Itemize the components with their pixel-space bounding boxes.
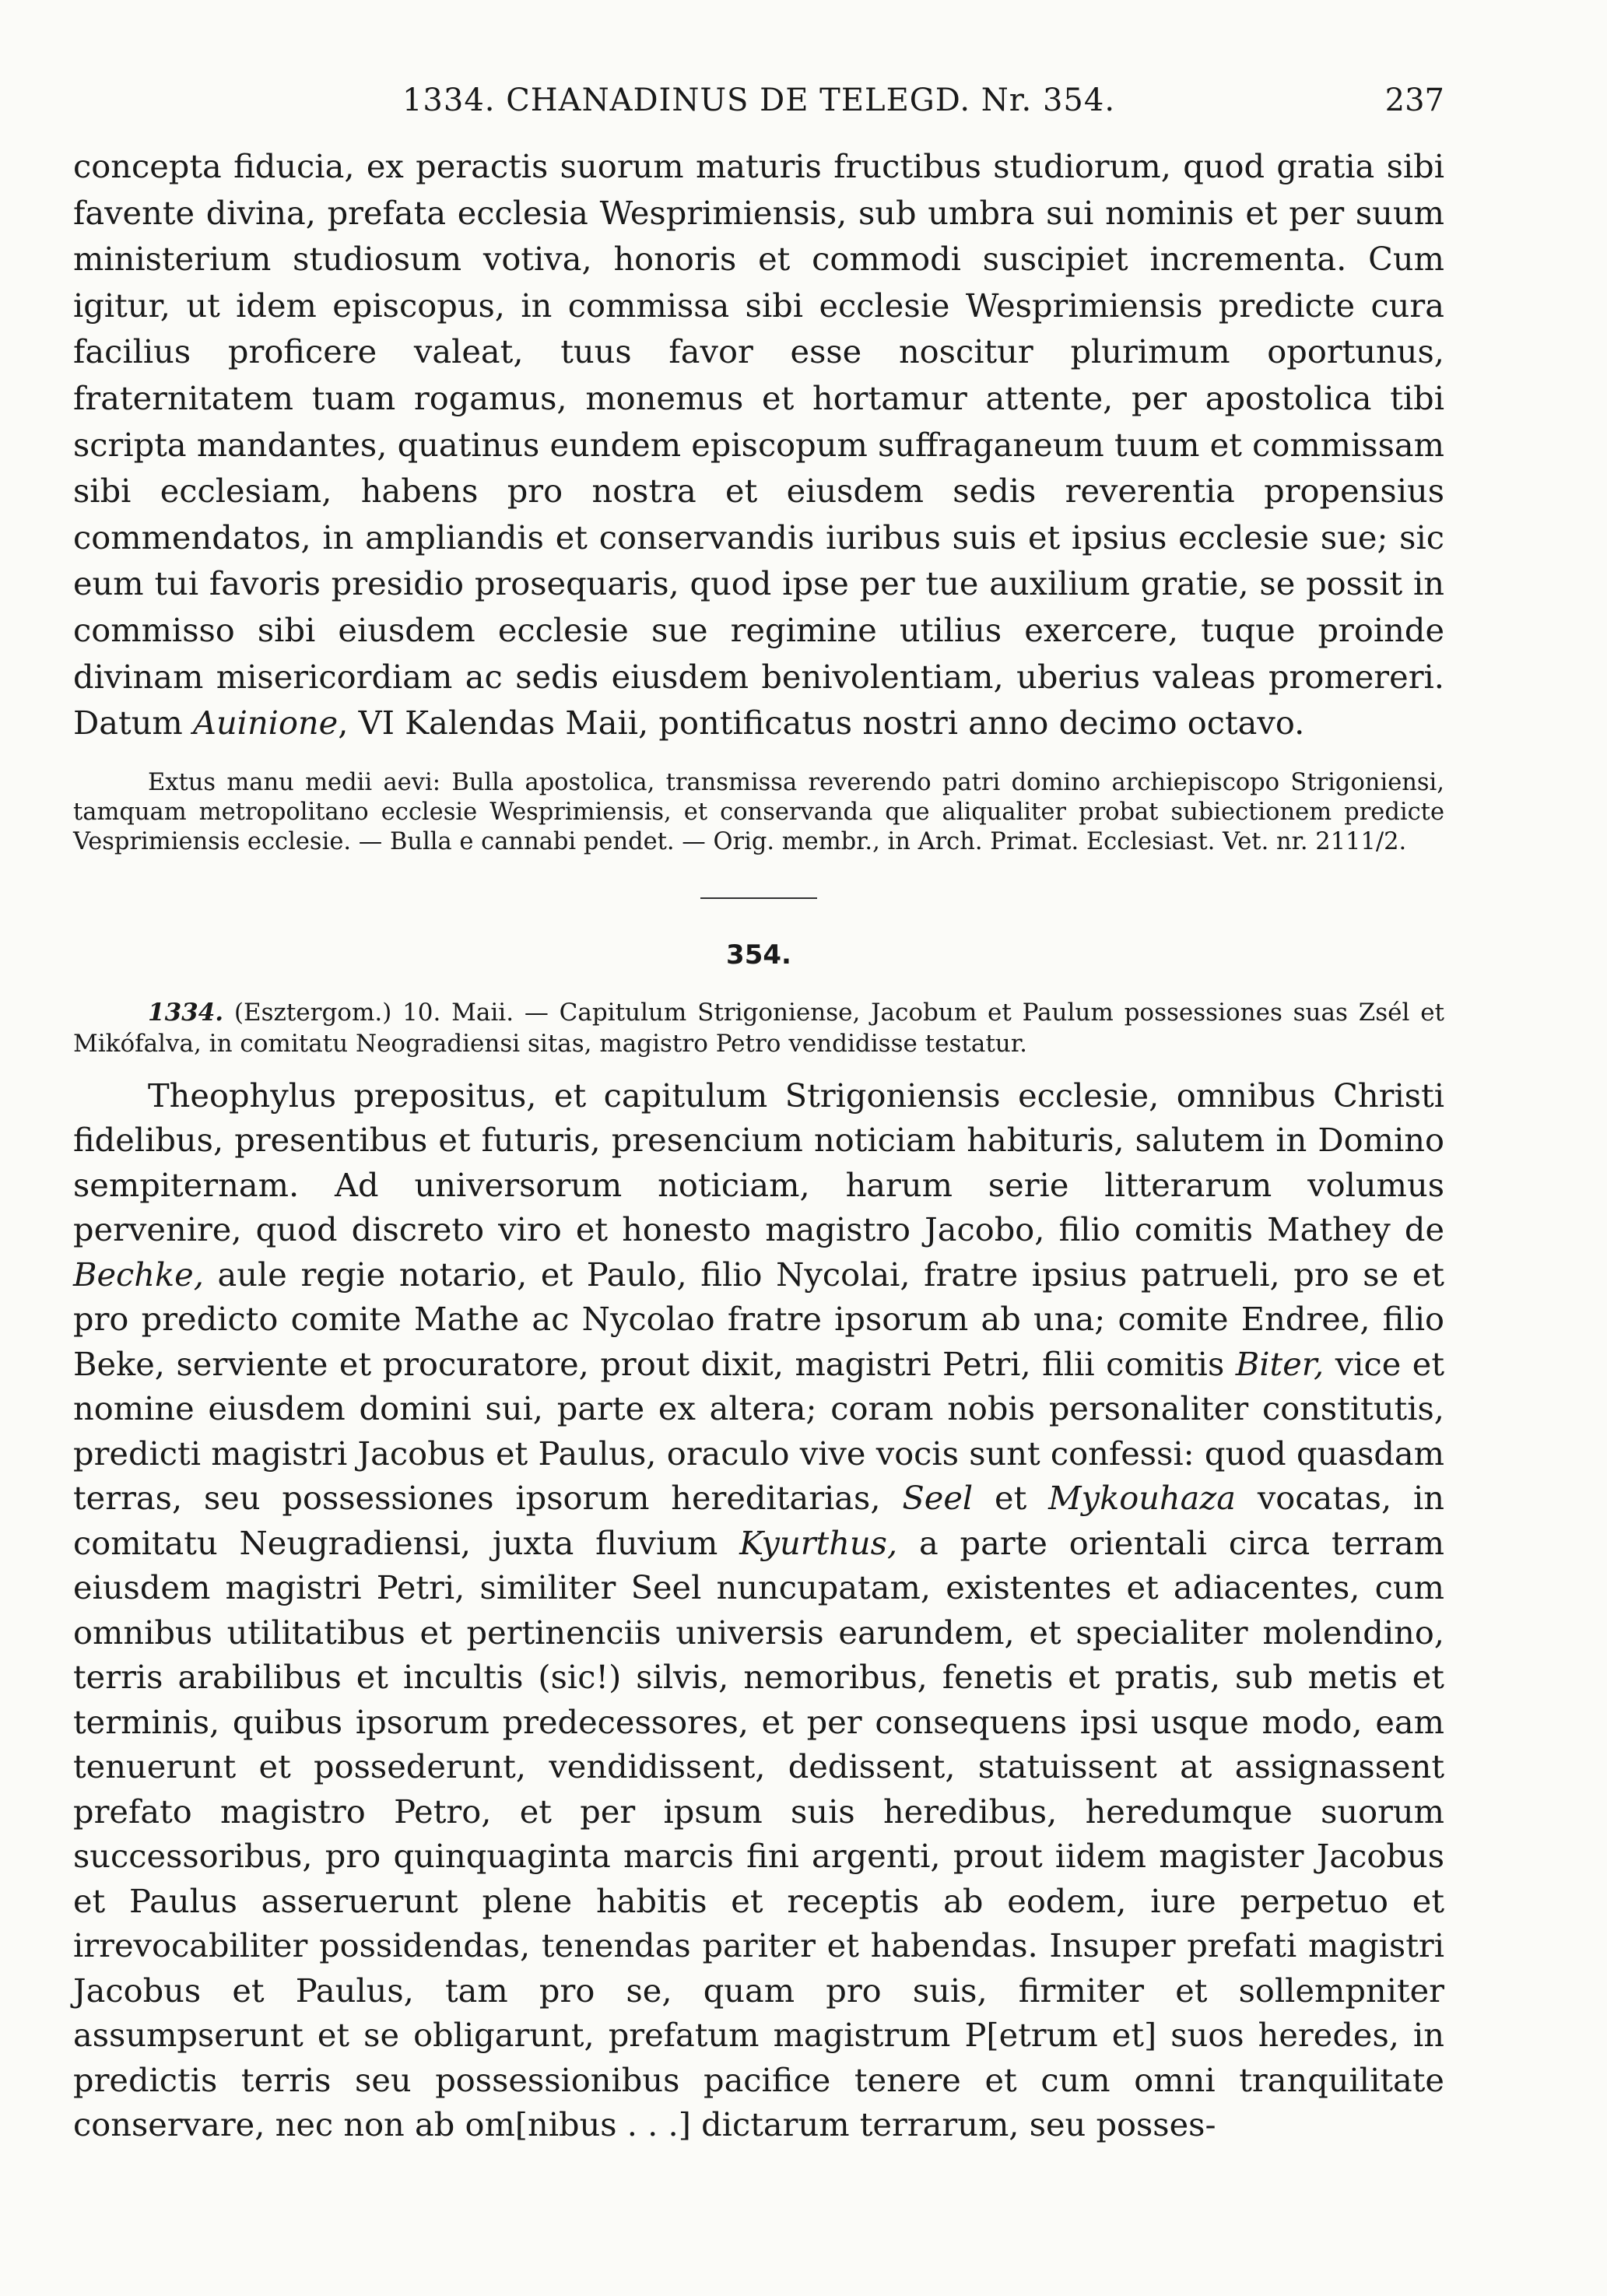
charter-t3: vice et nomine eiusdem domini sui, parte ex altera; coram nobis personaliter constitutis, predicti magistri Jacobus et Paulus, oraculo vive vocis sunt confessi: quod quasdam terras, seu possessiones ipsorum hereditarias, (73, 1344, 1444, 1518)
charter-t2: aule regie notario, et Paulo, filio Nycolai, fratre ipsius patrueli, pro se et pro predicto comite Mathe ac Nycolao fratre ipsorum ab una; comite Endree, filio Beke, serviente et procuratore, prout dixit, magistri Petri, filii comitis (73, 1255, 1444, 1383)
place-mykouhaza: Mykouhaza (1048, 1479, 1236, 1518)
document-number: 354. (726, 939, 791, 971)
prev-place: Auinione (192, 704, 339, 743)
archival-note: Extus manu medii aevi: Bulla apostolica, transmissa reverendo patri domino archiepiscopo Strigoniensi, tamquam metropolitano ecclesie Wesprimiensis, et conservanda que aliqualiter probat subiectionem predicte Vesprimiensis ecclesie. — Bulla e cannabi pendet. — Orig. membr., in Arch. Primat. Ecclesiast. Vet. nr. 2111/2. (73, 768, 1444, 855)
page-number: 237 (1384, 83, 1444, 118)
regest-text: (Esztergom.) 10. Maii. — Capitulum Strigoniense, Jacobum et Paulum possessiones suas Zsél et Mikófalva, in comitatu Neogradiensi sitas, magistro Petro vendidisse testatur. (73, 998, 1444, 1058)
page (73, 70, 1444, 2147)
running-head (73, 70, 1444, 125)
river-kyurthus: Kyurthus, (739, 1523, 898, 1562)
regest-year: 1334. (148, 998, 224, 1027)
place-seel: Seel (902, 1479, 974, 1518)
charter-t6: a parte orientali circa terram eiusdem magistri Petri, similiter Seel nuncupatam, existentes et adiacentes, cum omnibus utilitatibus et pertinenciis universis earundem, et specialiter molendino, terris arabilibus et incultis (sic!) silvis, nemoribus, fenetis et pratis, sub metis et terminis, quibus ipsorum predecessores, et per consequens ipsi usque modo, eam tenuerunt et possederunt, vendidissent, dedissent, statuissent at assignassent prefato magistro Petro, et per ipsum suis heredibus, heredumque suorum successoribus, pro quinquaginta marcis fini argenti, prout iidem magister Jacobus et Paulus asseruerunt plene habitis et receptis ab eodem, iure perpetuo et irrevocabiliter possidendas, tenendas pariter et habendas. Insuper prefati magistri Jacobus et Paulus, tam pro se, quam pro suis, firmiter et sollempniter assumpserunt et se obligarunt, prefatum magistrum P[etrum et] suos heredes, in predictis terris seu possessionibus pacifice tenere et cum omni tranquilitate conservare, nec non ab om[nibus . . .] dictarum terrarum, seu posses- (73, 1523, 1445, 2144)
section-divider (700, 897, 817, 899)
charter-t5: vocatas, in comitatu Neugradiensi, juxta fluvium (73, 1479, 1444, 1562)
previous-document-text (73, 143, 1444, 746)
place-bechke: Bechke, (73, 1255, 204, 1294)
charter-text (73, 1073, 1444, 2147)
regest (73, 997, 1444, 1059)
prev-text-a: concepta fiducia, ex peractis suorum maturis fructibus studiorum, quod gratia sibi favente divina, prefata ecclesia Wesprimiensis, sub umbra sui nominis et per suum ministerium studiosum votiva, honoris et commodi suscipiet incrementa. Cum igitur, ut idem episcopus, in commissa sibi ecclesie Wesprimiensis predicte cura facilius proficere valeat, tuus favor esse noscitur plurimum oportunus, fraternitatem tuam rogamus, monemus et hortamur attente, per apostolica tibi scripta mandantes, quatinus eundem episcopum suffraganeum tuum et commissam sibi ecclesiam, habens pro nostra et eiusdem sedis reverentia propensius commendatos, in ampliandis et conservandis iuribus suis et ipsius ecclesie sue; sic eum tui favoris presidio prosequaris, quod ipse per tue auxilium gratie, se possit in commisso sibi eiusdem ecclesie sue regimine utilius exercere, tuque proinde divinam misericordiam ac sedis eiusdem benivolentiam, uberius valeas promereri. Datum (73, 147, 1444, 743)
running-title: 1334. CHANADINUS DE TELEGD. Nr. 354. (402, 83, 1116, 118)
place-biter: Biter, (1235, 1344, 1325, 1383)
prev-text-b: , VI Kalendas Maii, pontificatus nostri anno decimo octavo. (338, 704, 1305, 743)
charter-t1: Theophylus prepositus, et capitulum Strigoniensis ecclesie, omnibus Christi fidelibus, presentibus et futuris, presencium noticiam habituris, salutem in Domino sempiternam. Ad universorum noticiam, harum serie litterarum volumus pervenire, quod discreto viro et honesto magistro Jacobo, filio comitis Mathey de (73, 1076, 1444, 1249)
charter-t4: et (973, 1479, 1049, 1518)
